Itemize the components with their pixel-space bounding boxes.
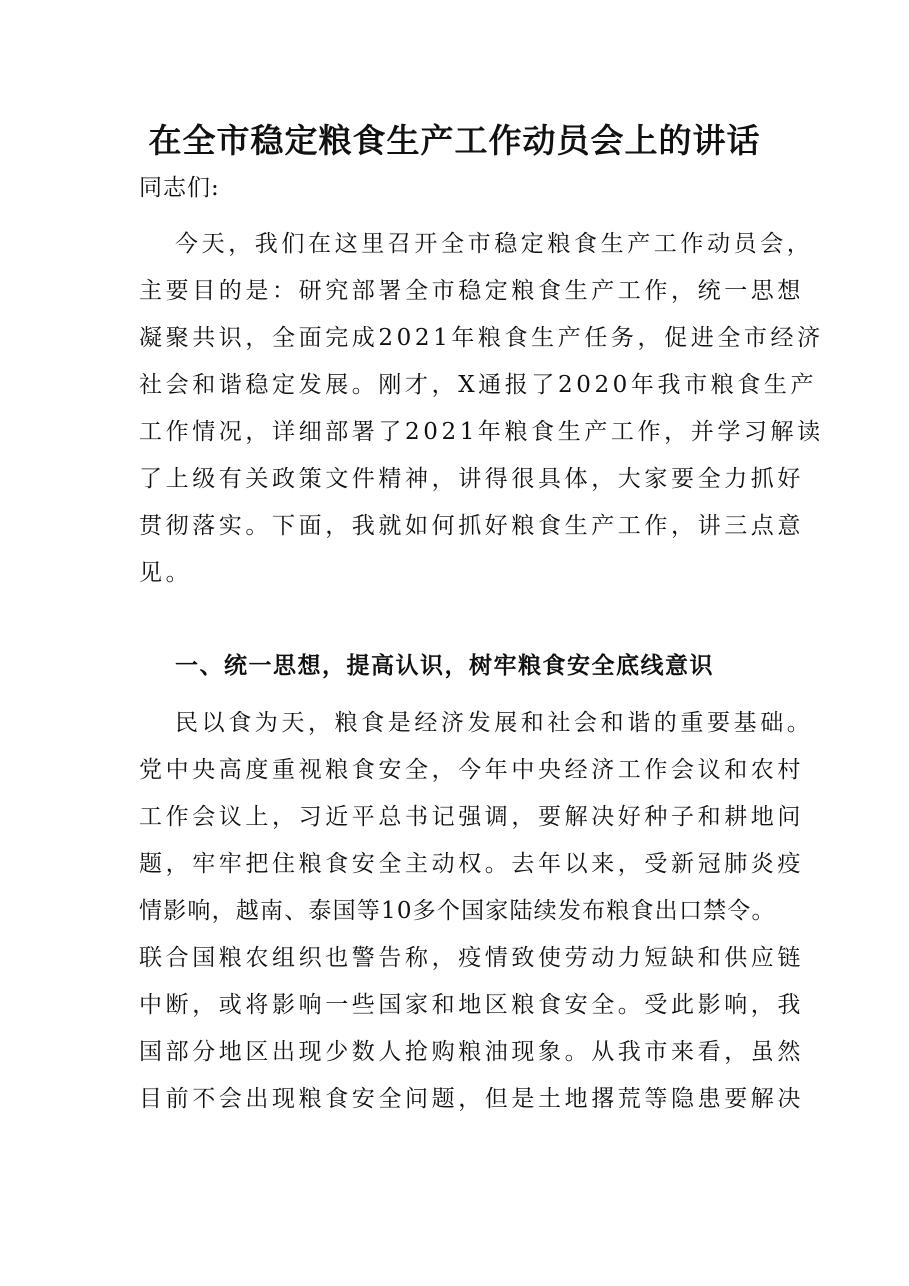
paragraph-line: 情影响，越南、泰国等10多个国家陆续发布粮食出口禁令。 [139, 898, 776, 924]
paragraph-line: 工作情况，详细部署了2021年粮食生产工作，并学习解读 [139, 419, 824, 445]
paragraph-line: 民以食为天，粮食是经济发展和社会和谐的重要基础。 [175, 710, 814, 736]
paragraph-line: 中断，或将影响一些国家和地区粮食安全。受此影响，我 [139, 992, 804, 1018]
paragraph-line: 贯彻落实。下面，我就如何抓好粮食生产工作，讲三点意 [139, 513, 804, 539]
document-title: 在全市稳定粮食生产工作动员会上的讲话 [148, 121, 761, 160]
paragraph-line: 国部分地区出现少数人抢购粮油现象。从我市来看，虽然 [139, 1039, 804, 1065]
paragraph-line: 社会和谐稳定发展。刚才，X通报了2020年我市粮食生产 [139, 372, 818, 398]
paragraph-line: 见。 [139, 560, 193, 586]
salutation: 同志们: [139, 175, 220, 201]
paragraph-line: 今天，我们在这里召开全市稳定粮食生产工作动员会， [175, 231, 814, 257]
section-heading: 一、统一思想，提高认识，树牢粮食安全底线意识 [175, 652, 714, 679]
paragraph-line: 了上级有关政策文件精神，讲得很具体，大家要全力抓好 [139, 466, 804, 492]
paragraph-line: 凝聚共识，全面完成2021年粮食生产任务，促进全市经济 [139, 325, 824, 351]
paragraph-line: 目前不会出现粮食安全问题，但是土地撂荒等隐患要解决 [139, 1086, 804, 1112]
paragraph-line: 主要目的是：研究部署全市稳定粮食生产工作，统一思想 [139, 278, 804, 304]
paragraph-line: 工作会议上，习近平总书记强调，要解决好种子和耕地问 [139, 804, 804, 830]
paragraph-line: 党中央高度重视粮食安全，今年中央经济工作会议和农村 [139, 757, 804, 783]
paragraph-line: 题，牢牢把住粮食安全主动权。去年以来，受新冠肺炎疫 [139, 851, 804, 877]
paragraph-line: 联合国粮农组织也警告称，疫情致使劳动力短缺和供应链 [139, 945, 804, 971]
